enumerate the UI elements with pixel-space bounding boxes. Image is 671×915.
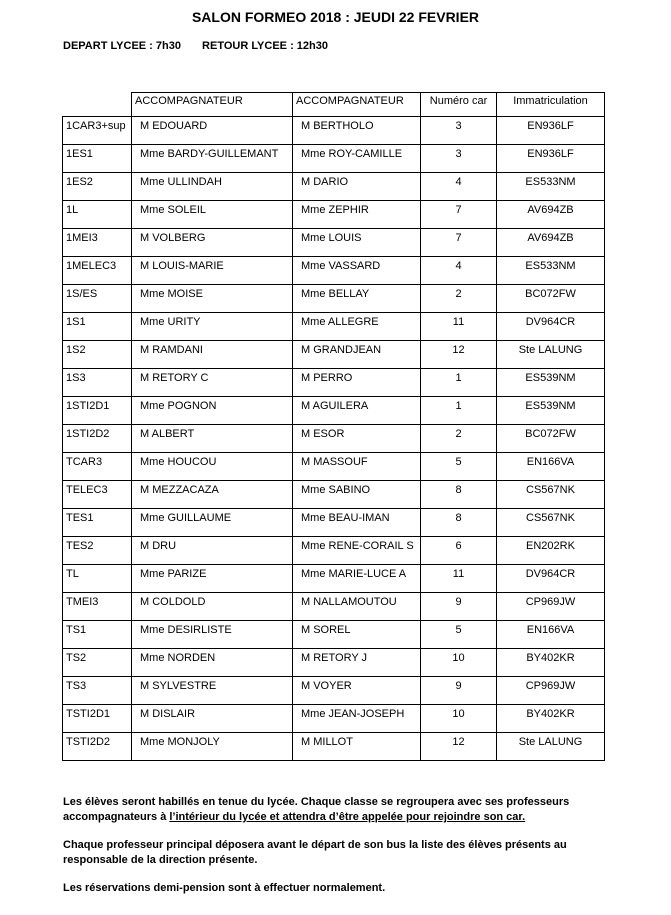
table-row xyxy=(63,649,605,677)
accompagnateur-1-cell: M DRU xyxy=(132,537,293,565)
accompagnateur-2-cell: Mme SABINO xyxy=(293,481,421,509)
note-text: Les élèves seront habillés en tenue du lycée. Chaque classe se regroupera avec ses professeurs accompagnateurs à xyxy=(63,796,570,823)
registration-cell: BC072FW xyxy=(497,285,605,313)
accompagnateur-1-cell: Mme PARIZE xyxy=(132,565,293,593)
accompagnateur-2-cell: Mme MARIE-LUCE A xyxy=(293,565,421,593)
car-number-cell: 8 xyxy=(421,481,497,509)
car-number-cell: 1 xyxy=(421,397,497,425)
registration-cell: BY402KR xyxy=(497,649,605,677)
accompagnateur-2-cell: M GRANDJEAN xyxy=(293,341,421,369)
accompagnateur-1-cell: Mme BARDY-GUILLEMANT xyxy=(132,145,293,173)
class-cell: TS1 xyxy=(63,621,132,649)
car-number-cell: 10 xyxy=(421,705,497,733)
registration-cell: ES533NM xyxy=(497,173,605,201)
accompagnateur-1-cell: M RETORY C xyxy=(132,369,293,397)
accompagnateur-2-cell: Mme RENE-CORAIL S xyxy=(293,537,421,565)
accompagnateur-1-cell: Mme GUILLAUME xyxy=(132,509,293,537)
schedule-line xyxy=(63,40,328,52)
accompagnateur-2-cell: M ESOR xyxy=(293,425,421,453)
table-header-row xyxy=(63,93,605,117)
registration-cell: CS567NK xyxy=(497,509,605,537)
accompagnateur-1-cell: M COLDOLD xyxy=(132,593,293,621)
registration-cell: AV694ZB xyxy=(497,201,605,229)
accompagnateur-2-cell: M BERTHOLO xyxy=(293,117,421,145)
accompagnateur-2-cell: M DARIO xyxy=(293,173,421,201)
accompagnateur-1-cell: Mme MOISE xyxy=(132,285,293,313)
table-row xyxy=(63,117,605,145)
class-cell: TSTI2D1 xyxy=(63,705,132,733)
assignment-table xyxy=(62,92,605,761)
registration-cell: Ste LALUNG xyxy=(497,733,605,761)
registration-cell: DV964CR xyxy=(497,565,605,593)
accompagnateur-1-cell: M DISLAIR xyxy=(132,705,293,733)
accompagnateur-2-cell: M PERRO xyxy=(293,369,421,397)
table-row xyxy=(63,145,605,173)
class-cell: TSTI2D2 xyxy=(63,733,132,761)
registration-cell: CP969JW xyxy=(497,677,605,705)
accompagnateur-2-cell: Mme VASSARD xyxy=(293,257,421,285)
car-number-cell: 1 xyxy=(421,369,497,397)
accompagnateur-1-cell: M VOLBERG xyxy=(132,229,293,257)
car-number-cell: 6 xyxy=(421,537,497,565)
car-number-cell: 11 xyxy=(421,565,497,593)
class-cell: 1S2 xyxy=(63,341,132,369)
note-dress-code xyxy=(63,795,603,825)
table-row xyxy=(63,201,605,229)
accompagnateur-1-cell: Mme NORDEN xyxy=(132,649,293,677)
car-number-cell: 4 xyxy=(421,257,497,285)
accompagnateur-2-cell: Mme ALLEGRE xyxy=(293,313,421,341)
registration-cell: ES539NM xyxy=(497,369,605,397)
table-row xyxy=(63,509,605,537)
accompagnateur-1-cell: M MEZZACAZA xyxy=(132,481,293,509)
registration-cell: BY402KR xyxy=(497,705,605,733)
notes xyxy=(63,795,603,909)
table-row xyxy=(63,621,605,649)
class-cell: 1MEI3 xyxy=(63,229,132,257)
registration-cell: EN936LF xyxy=(497,145,605,173)
registration-cell: EN202RK xyxy=(497,537,605,565)
table-row xyxy=(63,285,605,313)
car-number-cell: 2 xyxy=(421,425,497,453)
table-row xyxy=(63,425,605,453)
accompagnateur-2-cell: Mme ZEPHIR xyxy=(293,201,421,229)
table-row xyxy=(63,341,605,369)
car-number-cell: 5 xyxy=(421,453,497,481)
header-cell-numero-car: Numéro car xyxy=(421,93,497,117)
accompagnateur-2-cell: Mme LOUIS xyxy=(293,229,421,257)
header-cell-immatriculation: Immatriculation xyxy=(497,93,605,117)
header-cell-accompagnateur-1: ACCOMPAGNATEUR xyxy=(132,93,293,117)
class-cell: TES2 xyxy=(63,537,132,565)
registration-cell: ES533NM xyxy=(497,257,605,285)
class-cell: TCAR3 xyxy=(63,453,132,481)
accompagnateur-1-cell: Mme HOUCOU xyxy=(132,453,293,481)
car-number-cell: 2 xyxy=(421,285,497,313)
document-title: SALON FORMEO 2018 : JEUDI 22 FEVRIER xyxy=(191,9,480,25)
car-number-cell: 9 xyxy=(421,677,497,705)
accompagnateur-1-cell: M RAMDANI xyxy=(132,341,293,369)
accompagnateur-1-cell: Mme DESIRLISTE xyxy=(132,621,293,649)
class-cell: TELEC3 xyxy=(63,481,132,509)
registration-cell: DV964CR xyxy=(497,313,605,341)
accompagnateur-1-cell: Mme ULLINDAH xyxy=(132,173,293,201)
table-row xyxy=(63,705,605,733)
header-cell-class xyxy=(63,93,132,117)
accompagnateur-1-cell: M ALBERT xyxy=(132,425,293,453)
table-row xyxy=(63,593,605,621)
accompagnateur-2-cell: Mme JEAN-JOSEPH xyxy=(293,705,421,733)
class-cell: 1ES2 xyxy=(63,173,132,201)
table-row xyxy=(63,677,605,705)
table-row xyxy=(63,369,605,397)
accompagnateur-1-cell: Mme MONJOLY xyxy=(132,733,293,761)
class-cell: TMEI3 xyxy=(63,593,132,621)
car-number-cell: 5 xyxy=(421,621,497,649)
car-number-cell: 12 xyxy=(421,341,497,369)
header-cell-accompagnateur-2: ACCOMPAGNATEUR xyxy=(293,93,421,117)
class-cell: 1STI2D1 xyxy=(63,397,132,425)
car-number-cell: 12 xyxy=(421,733,497,761)
registration-cell: EN936LF xyxy=(497,117,605,145)
accompagnateur-2-cell: M NALLAMOUTOU xyxy=(293,593,421,621)
class-cell: 1S1 xyxy=(63,313,132,341)
note-student-list: Chaque professeur principal déposera avant le départ de son bus la liste des élèves présents au responsable de la direction présente. xyxy=(63,839,567,866)
registration-cell: ES539NM xyxy=(497,397,605,425)
class-cell: TL xyxy=(63,565,132,593)
accompagnateur-2-cell: M VOYER xyxy=(293,677,421,705)
accompagnateur-1-cell: M EDOUARD xyxy=(132,117,293,145)
car-number-cell: 7 xyxy=(421,201,497,229)
registration-cell: Ste LALUNG xyxy=(497,341,605,369)
accompagnateur-2-cell: M MASSOUF xyxy=(293,453,421,481)
departure-time: DEPART LYCEE : 7h30 xyxy=(63,40,181,52)
car-number-cell: 3 xyxy=(421,117,497,145)
registration-cell: EN166VA xyxy=(497,621,605,649)
registration-cell: AV694ZB xyxy=(497,229,605,257)
class-cell: TS3 xyxy=(63,677,132,705)
accompagnateur-2-cell: M MILLOT xyxy=(293,733,421,761)
table-row xyxy=(63,481,605,509)
class-cell: 1S3 xyxy=(63,369,132,397)
accompagnateur-1-cell: Mme SOLEIL xyxy=(132,201,293,229)
car-number-cell: 3 xyxy=(421,145,497,173)
registration-cell: CP969JW xyxy=(497,593,605,621)
table-row xyxy=(63,397,605,425)
table-row xyxy=(63,565,605,593)
class-cell: TES1 xyxy=(63,509,132,537)
accompagnateur-1-cell: Mme POGNON xyxy=(132,397,293,425)
class-cell: 1S/ES xyxy=(63,285,132,313)
class-cell: TS2 xyxy=(63,649,132,677)
accompagnateur-1-cell: M LOUIS-MARIE xyxy=(132,257,293,285)
car-number-cell: 8 xyxy=(421,509,497,537)
class-cell: 1ES1 xyxy=(63,145,132,173)
car-number-cell: 7 xyxy=(421,229,497,257)
table-row xyxy=(63,229,605,257)
accompagnateur-1-cell: M SYLVESTRE xyxy=(132,677,293,705)
accompagnateur-2-cell: M AGUILERA xyxy=(293,397,421,425)
class-cell: 1MELEC3 xyxy=(63,257,132,285)
return-time: RETOUR LYCEE : 12h30 xyxy=(202,40,328,52)
accompagnateur-2-cell: M RETORY J xyxy=(293,649,421,677)
table-row xyxy=(63,257,605,285)
note-half-board: Les réservations demi-pension sont à effectuer normalement. xyxy=(63,882,386,894)
registration-cell: EN166VA xyxy=(497,453,605,481)
accompagnateur-2-cell: Mme BELLAY xyxy=(293,285,421,313)
car-number-cell: 11 xyxy=(421,313,497,341)
accompagnateur-2-cell: Mme ROY-CAMILLE xyxy=(293,145,421,173)
registration-cell: CS567NK xyxy=(497,481,605,509)
class-cell: 1STI2D2 xyxy=(63,425,132,453)
car-number-cell: 10 xyxy=(421,649,497,677)
table-row xyxy=(63,313,605,341)
accompagnateur-1-cell: Mme URITY xyxy=(132,313,293,341)
car-number-cell: 4 xyxy=(421,173,497,201)
car-number-cell: 9 xyxy=(421,593,497,621)
registration-cell: BC072FW xyxy=(497,425,605,453)
note-underlined-text: l’intérieur du lycée et attendra d’être appelée pour rejoindre son car. xyxy=(169,811,526,823)
table-row xyxy=(63,173,605,201)
class-cell: 1CAR3+sup xyxy=(63,117,132,145)
accompagnateur-2-cell: Mme BEAU-IMAN xyxy=(293,509,421,537)
class-cell: 1L xyxy=(63,201,132,229)
table-row xyxy=(63,733,605,761)
accompagnateur-2-cell: M SOREL xyxy=(293,621,421,649)
table-row xyxy=(63,537,605,565)
table-row xyxy=(63,453,605,481)
